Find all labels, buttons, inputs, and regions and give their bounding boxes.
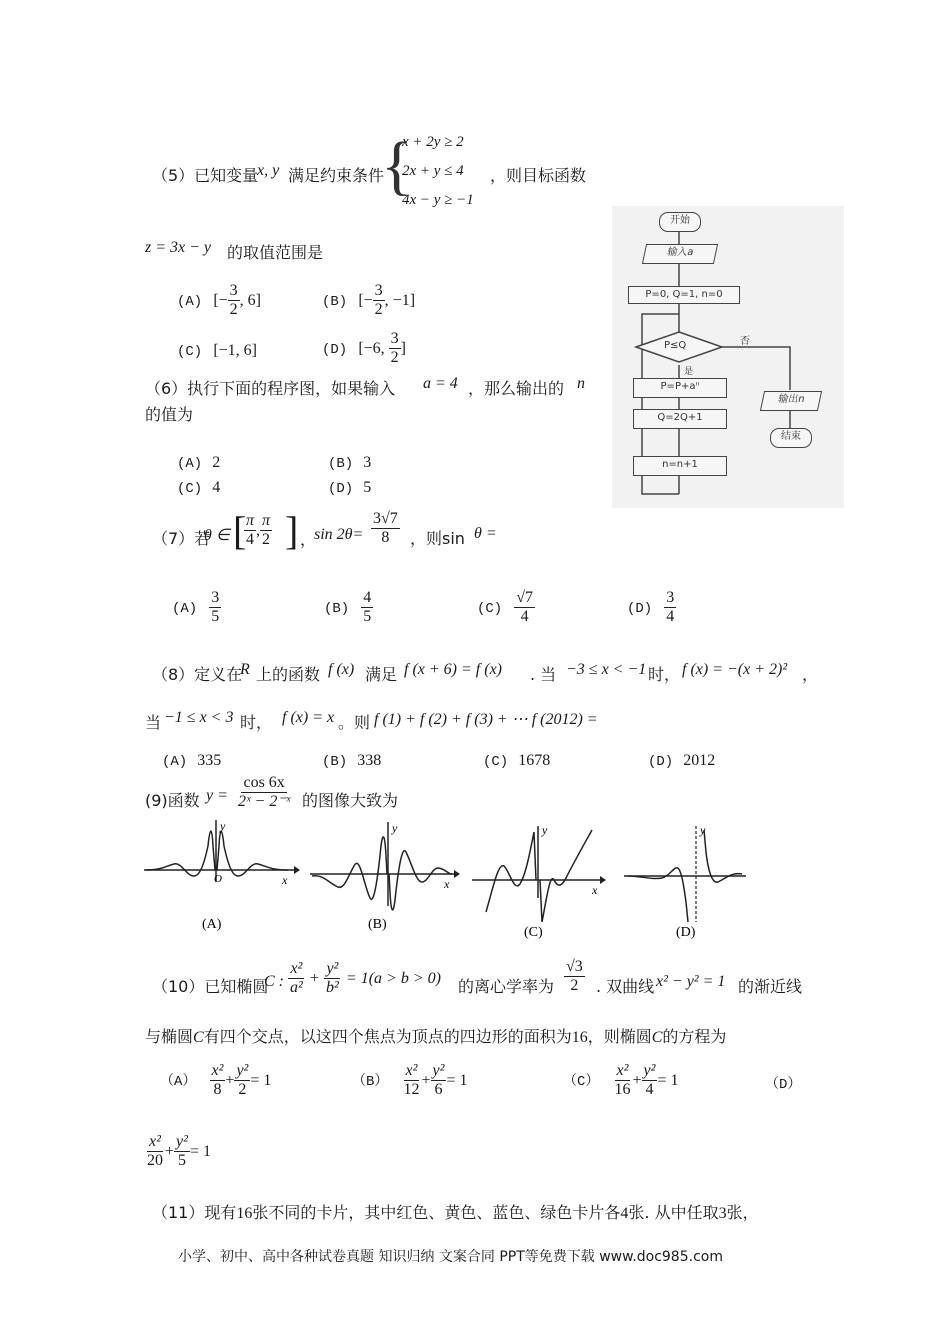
q5-option-c: (C) [−1, 6] — [177, 342, 257, 360]
q10-option-c: （C） $\frac{\text{x²}}{16}$ + $\frac{\text{y²}}{4}$ = 1 — [563, 1062, 679, 1098]
graph-a-y-label: y — [220, 819, 226, 833]
q8-label: （8）定义在 — [152, 665, 243, 684]
q5-constraint-2: 2x + y ≤ 4 — [402, 163, 464, 179]
q5-constraint-3: 4x − y ≥ −1 — [402, 192, 474, 208]
q7-bracket-right: ] — [285, 508, 299, 553]
graph-b-y-label: y — [392, 821, 398, 835]
page-footer: 小学、初中、高中各种试卷真题 知识归纳 文案合同 PPT等免费下载 www.doc985.com — [178, 1249, 723, 1265]
q8-fx: f (x) — [328, 661, 355, 678]
q8-range1: −3 ≤ x < −1 — [566, 661, 647, 678]
graph-c-label: (C) — [524, 925, 543, 940]
q8-period: f (x + 6) = f (x) — [404, 661, 502, 678]
graph-d-y-label: y — [700, 823, 706, 837]
graph-a — [142, 816, 302, 936]
graph-a-label: (A) — [202, 917, 222, 932]
q8-option-a: (A) 335 — [162, 752, 222, 770]
flowchart-step3: n=n+1 — [633, 456, 727, 476]
q5-constraint-1: x + 2y ≥ 2 — [402, 134, 464, 150]
q9-label: (9)函数 — [145, 791, 200, 810]
q6-option-d: (D) 5 — [328, 479, 372, 497]
q8-t3: . 当 — [530, 665, 557, 684]
question-11: （11）现有16张不同的卡片，其中红色、黄色、蓝色、绿色卡片各4张. 从中任取3张， — [152, 1203, 759, 1222]
flowchart-yes: 是 — [684, 367, 694, 377]
q8-t2: 满足 — [365, 665, 398, 684]
q7-comma: ， — [300, 532, 317, 549]
q10-hyperbola: x² − y² = 1 — [656, 973, 726, 990]
q8-t4: 时， — [648, 665, 681, 684]
q10-t1: 的离心学率为 — [458, 977, 555, 996]
q7-option-a: (A) $\frac{3}{5}$ — [172, 589, 220, 625]
q8-range2: −1 ≤ x < 3 — [164, 709, 234, 726]
flowchart-step2: Q=2Q+1 — [633, 409, 727, 429]
q6-mid: ，那么输出的 — [468, 379, 565, 398]
q8-option-c: (C) 1678 — [483, 752, 551, 770]
q7-theta-in: θ ∈ — [204, 527, 230, 544]
graph-b-label: (B) — [368, 917, 387, 932]
q10-ellipse-eq: $\frac{\text{x²}}{\text{a²}}$ + $\frac{\text{y²}}{\text{b²}}$ = 1(a > b > 0) — [290, 960, 441, 996]
q8-t5: 当 — [145, 713, 162, 732]
q7-sin2: sin 2θ= — [314, 526, 364, 543]
flowchart-cond: P≤Q — [664, 340, 687, 351]
flowchart-no: 否 — [740, 336, 750, 347]
q10-eccentricity: $\frac{√3}{2}$ — [566, 958, 583, 994]
q10-option-b: （B） $\frac{\text{x²}}{12}$ + $\frac{\text{y²}}{6}$ = 1 — [352, 1062, 468, 1098]
q10-option-a: （A） $\frac{\text{x²}}{8}$ + $\frac{\text{y²}}{2}$ = 1 — [160, 1062, 272, 1098]
q7-option-d: (D) $\frac{3}{4}$ — [627, 589, 675, 625]
q9-fraction: $\frac{\cos 6x}{\text{2ˣ − 2⁻ˣ}}$ — [238, 774, 291, 810]
q6-option-b: (B) 3 — [328, 454, 372, 472]
q5-option-d: (D) [−6, $\frac{3}{2}$ ] — [322, 330, 406, 366]
q6-var: n — [577, 375, 585, 392]
q7-ask: ，则sin — [410, 529, 465, 548]
q10-label: （10）已知椭圆 — [152, 977, 269, 996]
q8-option-b: (B) 338 — [322, 752, 382, 770]
q8-option-d: (D) 2012 — [648, 752, 716, 770]
graph-c — [470, 822, 610, 942]
q10-option-d-letter: （D） — [765, 1077, 802, 1093]
q7-label: （7）若 — [152, 529, 211, 548]
q6-line2: 的值为 — [145, 405, 194, 424]
q6-label: （6）执行下面的程序图，如果输入 — [145, 379, 396, 398]
q5-tail: ，则目标函数 — [490, 166, 587, 185]
q8-sum: f (1) + f (2) + f (3) + ⋯ f (2012) = — [374, 711, 598, 728]
q5-label: （5）已知变量 — [152, 166, 259, 185]
q7-option-b: (B) $\frac{4}{5}$ — [324, 589, 372, 625]
q10-option-d: $\frac{\text{x²}}{20}$ + $\frac{\text{y²}}{5}$ = 1 — [147, 1133, 211, 1169]
q5-mid: 满足约束条件 — [288, 166, 385, 185]
q7-interval: $\frac{\pi}{4}$ , $\frac{\pi}{2}$ — [246, 512, 271, 548]
q5-vars: x, y — [257, 162, 280, 179]
q9-y: y = — [206, 787, 228, 804]
q7-value: $\frac{3√7}{8}$ — [373, 510, 398, 546]
q5-option-a: (A) [− $\frac{3}{2}$ , 6] — [177, 282, 261, 318]
q5-objective-tail: 的取值范围是 — [227, 243, 324, 262]
q5-brace: { — [381, 129, 413, 202]
q10-t2: . 双曲线 — [596, 977, 655, 996]
flowchart-start: 开始 — [659, 212, 701, 232]
q8-comma: ， — [802, 665, 819, 684]
q6-input: a = 4 — [423, 375, 458, 392]
flowchart-input: 输入a — [642, 244, 718, 264]
q6-option-c: (C) 4 — [177, 479, 221, 497]
q10-line2: 与椭圆C有四个交点，以这四个焦点为顶点的四边形的面积为16，则椭圆C的方程为 — [145, 1027, 727, 1046]
graph-b — [308, 816, 468, 936]
q9-tail: 的图像大致为 — [302, 791, 399, 810]
graph-d-label: (D) — [676, 925, 696, 940]
q7-ask-var: θ = — [474, 525, 497, 542]
q8-def1: f (x) = −(x + 2)² — [682, 661, 788, 678]
graph-c-x-label: x — [592, 883, 598, 897]
flowchart-step1: P=P+aⁿ — [633, 378, 727, 398]
flowchart-init: P=0, Q=1, n=0 — [628, 286, 740, 304]
q5-objective: z = 3x − y — [145, 239, 212, 256]
q8-R: R — [240, 661, 250, 678]
graph-b-x-label: x — [444, 877, 450, 891]
q8-t1: 上的函数 — [256, 665, 321, 684]
flowchart — [612, 206, 844, 508]
q8-t7: 。则 — [338, 713, 371, 732]
q8-def2: f (x) = x — [282, 709, 335, 726]
q10-t3: 的渐近线 — [738, 977, 803, 996]
q10-C: C : — [264, 973, 284, 990]
graph-a-x-label: x — [282, 873, 288, 887]
q8-t6: 时， — [240, 713, 273, 732]
graph-a-origin: O — [214, 873, 222, 885]
graph-d — [622, 822, 752, 942]
flowchart-end: 结束 — [770, 428, 812, 448]
q7-option-c: (C) $\frac{√7}{4}$ — [477, 589, 533, 625]
graph-c-y-label: y — [542, 823, 548, 837]
q7-bracket-left: [ — [233, 508, 247, 553]
q6-option-a: (A) 2 — [177, 454, 221, 472]
flowchart-output: 输出n — [760, 391, 822, 411]
q5-option-b: (B) [− $\frac{3}{2}$ , −1] — [322, 282, 416, 318]
